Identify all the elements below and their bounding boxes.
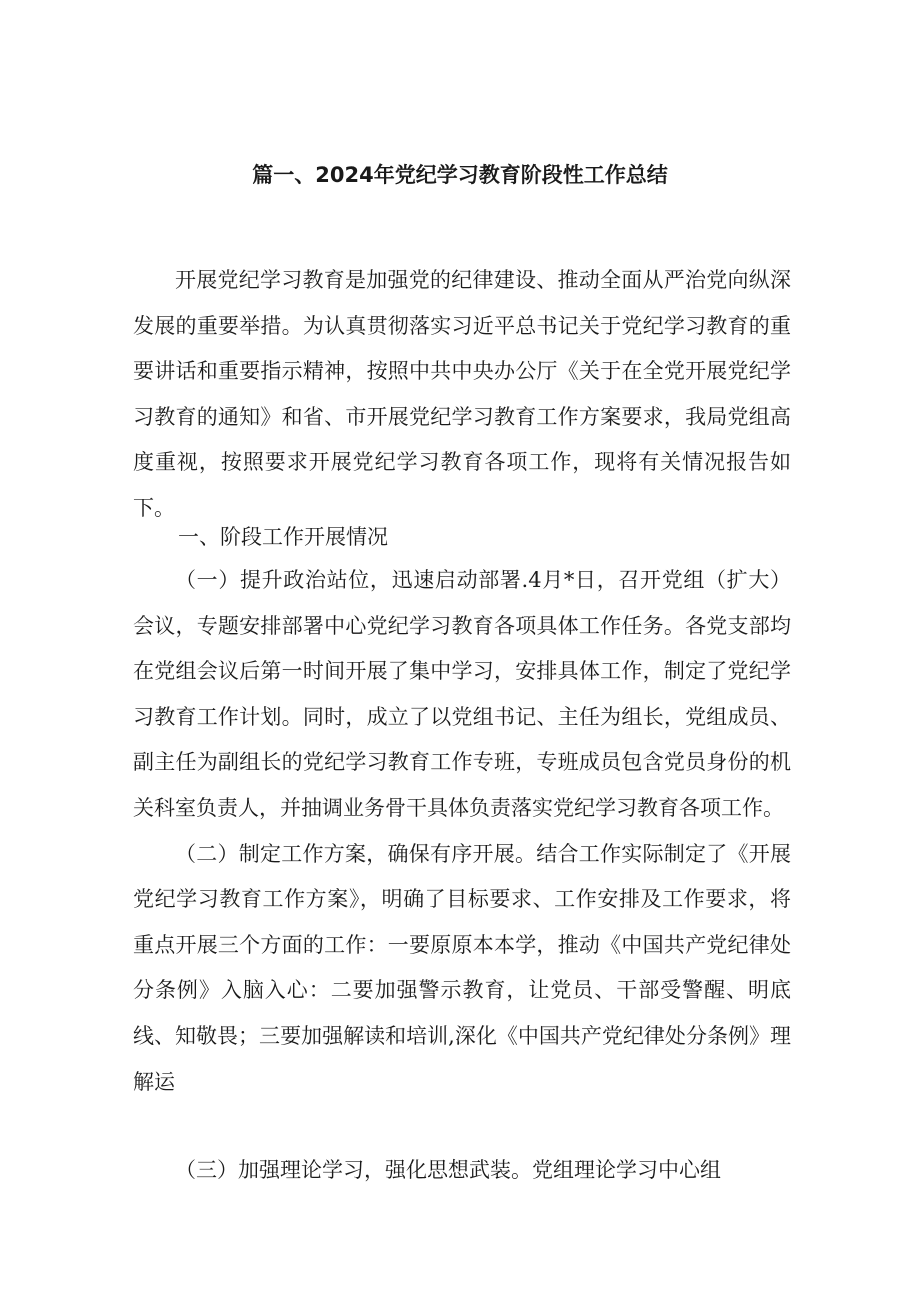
paragraph-2: （二）制定工作方案，确保有序开展。结合工作实际制定了《开展党纪学习教育工作方案》，明确了目标要求、工作安排及工作要求，将重点开展三个方面的工作：一要原原本本学，推动《中国共产党纪律处分条例》入脑入心：二要加强警示教育，让党员、干部受警醒、明底线、知敬畏；三要加强解读和培训,深化《中国共产党纪律处分条例》理解运 <box>133 841 791 1094</box>
document-title: 篇一、2024年党纪学习教育阶段性工作总结 <box>252 163 668 187</box>
intro-paragraph: 开展党纪学习教育是加强党的纪律建设、推动全面从严治党向纵深发展的重要举措。为认真贯彻落实习近平总书记关于党纪学习教育的重要讲话和重要指示精神，按照中共中央办公厅《关于在全党开展党纪学习教育的通知》和省、市开展党纪学习教育工作方案要求，我局党组高度重视，按照要求开展党纪学习教育各项工作，现将有关情况报告如下。 <box>133 268 791 520</box>
section1-continued <box>133 1148 791 1194</box>
section1-paragraphs <box>133 558 791 1105</box>
paragraph-3: （三）加强理论学习，强化思想武装。党组理论学习中心组 <box>175 1158 721 1182</box>
section-heading: 一、阶段工作开展情况 <box>178 525 388 549</box>
intro-block <box>133 258 791 532</box>
paragraph-1: （一）提升政治站位，迅速启动部署.4月*日，召开党组（扩大）会议，专题安排部署中心党纪学习教育各项具体工作任务。各党支部均在党组会议后第一时间开展了集中学习，安排具体工作，制定了党纪学习教育工作计划。同时，成立了以党组书记、主任为组长，党组成员、副主任为副组长的党纪学习教育工作专班，专班成员包含党员身份的机关科室负责人，并抽调业务骨干具体负责落实党纪学习教育各项工作。 <box>133 568 791 820</box>
